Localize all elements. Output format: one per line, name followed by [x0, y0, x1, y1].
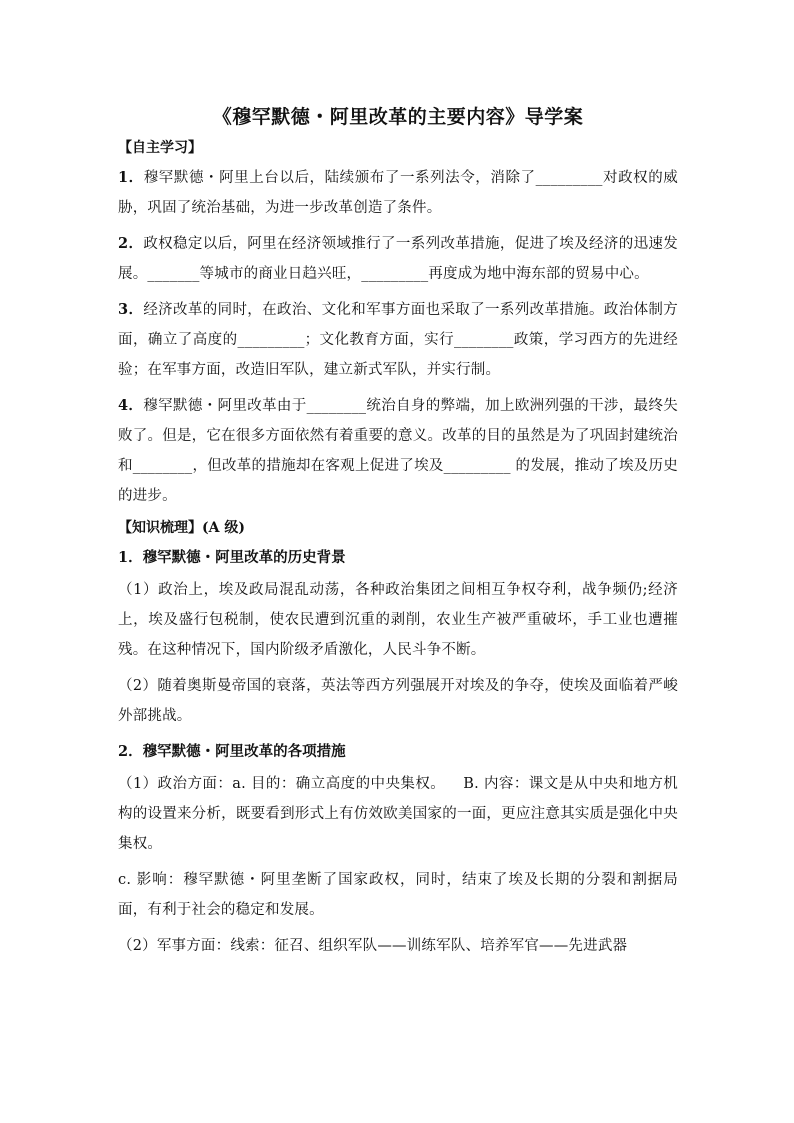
self-study-heading: 【自主学习】 — [118, 140, 202, 156]
measures-political — [118, 769, 678, 859]
item-number: 1． — [118, 169, 144, 186]
self-study-item-2 — [118, 229, 678, 289]
background-political: （1）政治上，埃及政局混乱动荡，各种政治集团之间相互争权夺利，战争频仍;经济上，埃及盛行包税制，使农民遭到沉重的剥削，农业生产被严重破坏，手工业也遭摧残。在这种情况下，国内阶级矛盾激化，人民斗争不断。 — [118, 582, 678, 658]
subheading-background: 1．穆罕默德・阿里改革的历史背景 — [118, 549, 346, 566]
item-text: 政权稳定以后，阿里在经济领域推行了一系列改革措施，促进了埃及经济的迅速发展。_______等城市的商业日趋兴旺，_________再度成为地中海东部的贸易中心。 — [118, 236, 678, 282]
measures-political-purpose: （1）政治方面：a. 目的：确立高度的中央集权。 — [118, 776, 446, 792]
item-text: 经济改革的同时，在政治、文化和军事方面也采取了一系列改革措施。政治体制方面，确立了高度的_________；文化教育方面，实行________政策，学习西方的先进经验；在军事方面，改造旧军队，建立新式军队，并实行制。 — [118, 302, 678, 378]
knowledge-heading: 【知识梳理】(A 级) — [118, 520, 245, 536]
self-study-item-1 — [118, 163, 678, 223]
item-number: 2． — [118, 235, 144, 252]
self-study-item-4 — [118, 391, 678, 511]
self-study-item-3 — [118, 295, 678, 385]
item-number: 4． — [118, 397, 144, 414]
measures-political-content: B. 内容：课文是从中央和地方机构的设置来分析，既要看到形式上有仿效欧美国家的一面，更应注意其实质是强化中央集权。 — [118, 776, 678, 852]
item-number: 3． — [118, 301, 144, 318]
item-text: 穆罕默德・阿里改革由于________统治自身的弊端，加上欧洲列强的干涉，最终失败了。但是，它在很多方面依然有着重要的意义。改革的目的虽然是为了巩固封建统治和________，但改革的措施却在客观上促进了埃及_________ 的发展，推动了埃及历史的进步。 — [118, 398, 678, 504]
subheading-measures: 2．穆罕默德・阿里改革的各项措施 — [118, 743, 346, 760]
background-external: （2）随着奥斯曼帝国的衰落，英法等西方列强展开对埃及的争夺，使埃及面临着严峻外部挑战。 — [118, 678, 678, 724]
document-content — [118, 103, 678, 967]
item-text: 穆罕默德・阿里上台以后，陆续颁布了一系列法令，消除了_________对政权的威胁，巩固了统治基础，为进一步改革创造了条件。 — [118, 170, 678, 216]
measures-military: （2）军事方面：线索：征召、组织军队——训练军队、培养军官——先进武器 — [118, 938, 628, 954]
page-title: 《穆罕默德・阿里改革的主要内容》导学案 — [212, 106, 584, 128]
measures-political-impact: c. 影响：穆罕默德・阿里垄断了国家政权，同时，结束了埃及长期的分裂和割据局面，有利于社会的稳定和发展。 — [118, 872, 678, 918]
